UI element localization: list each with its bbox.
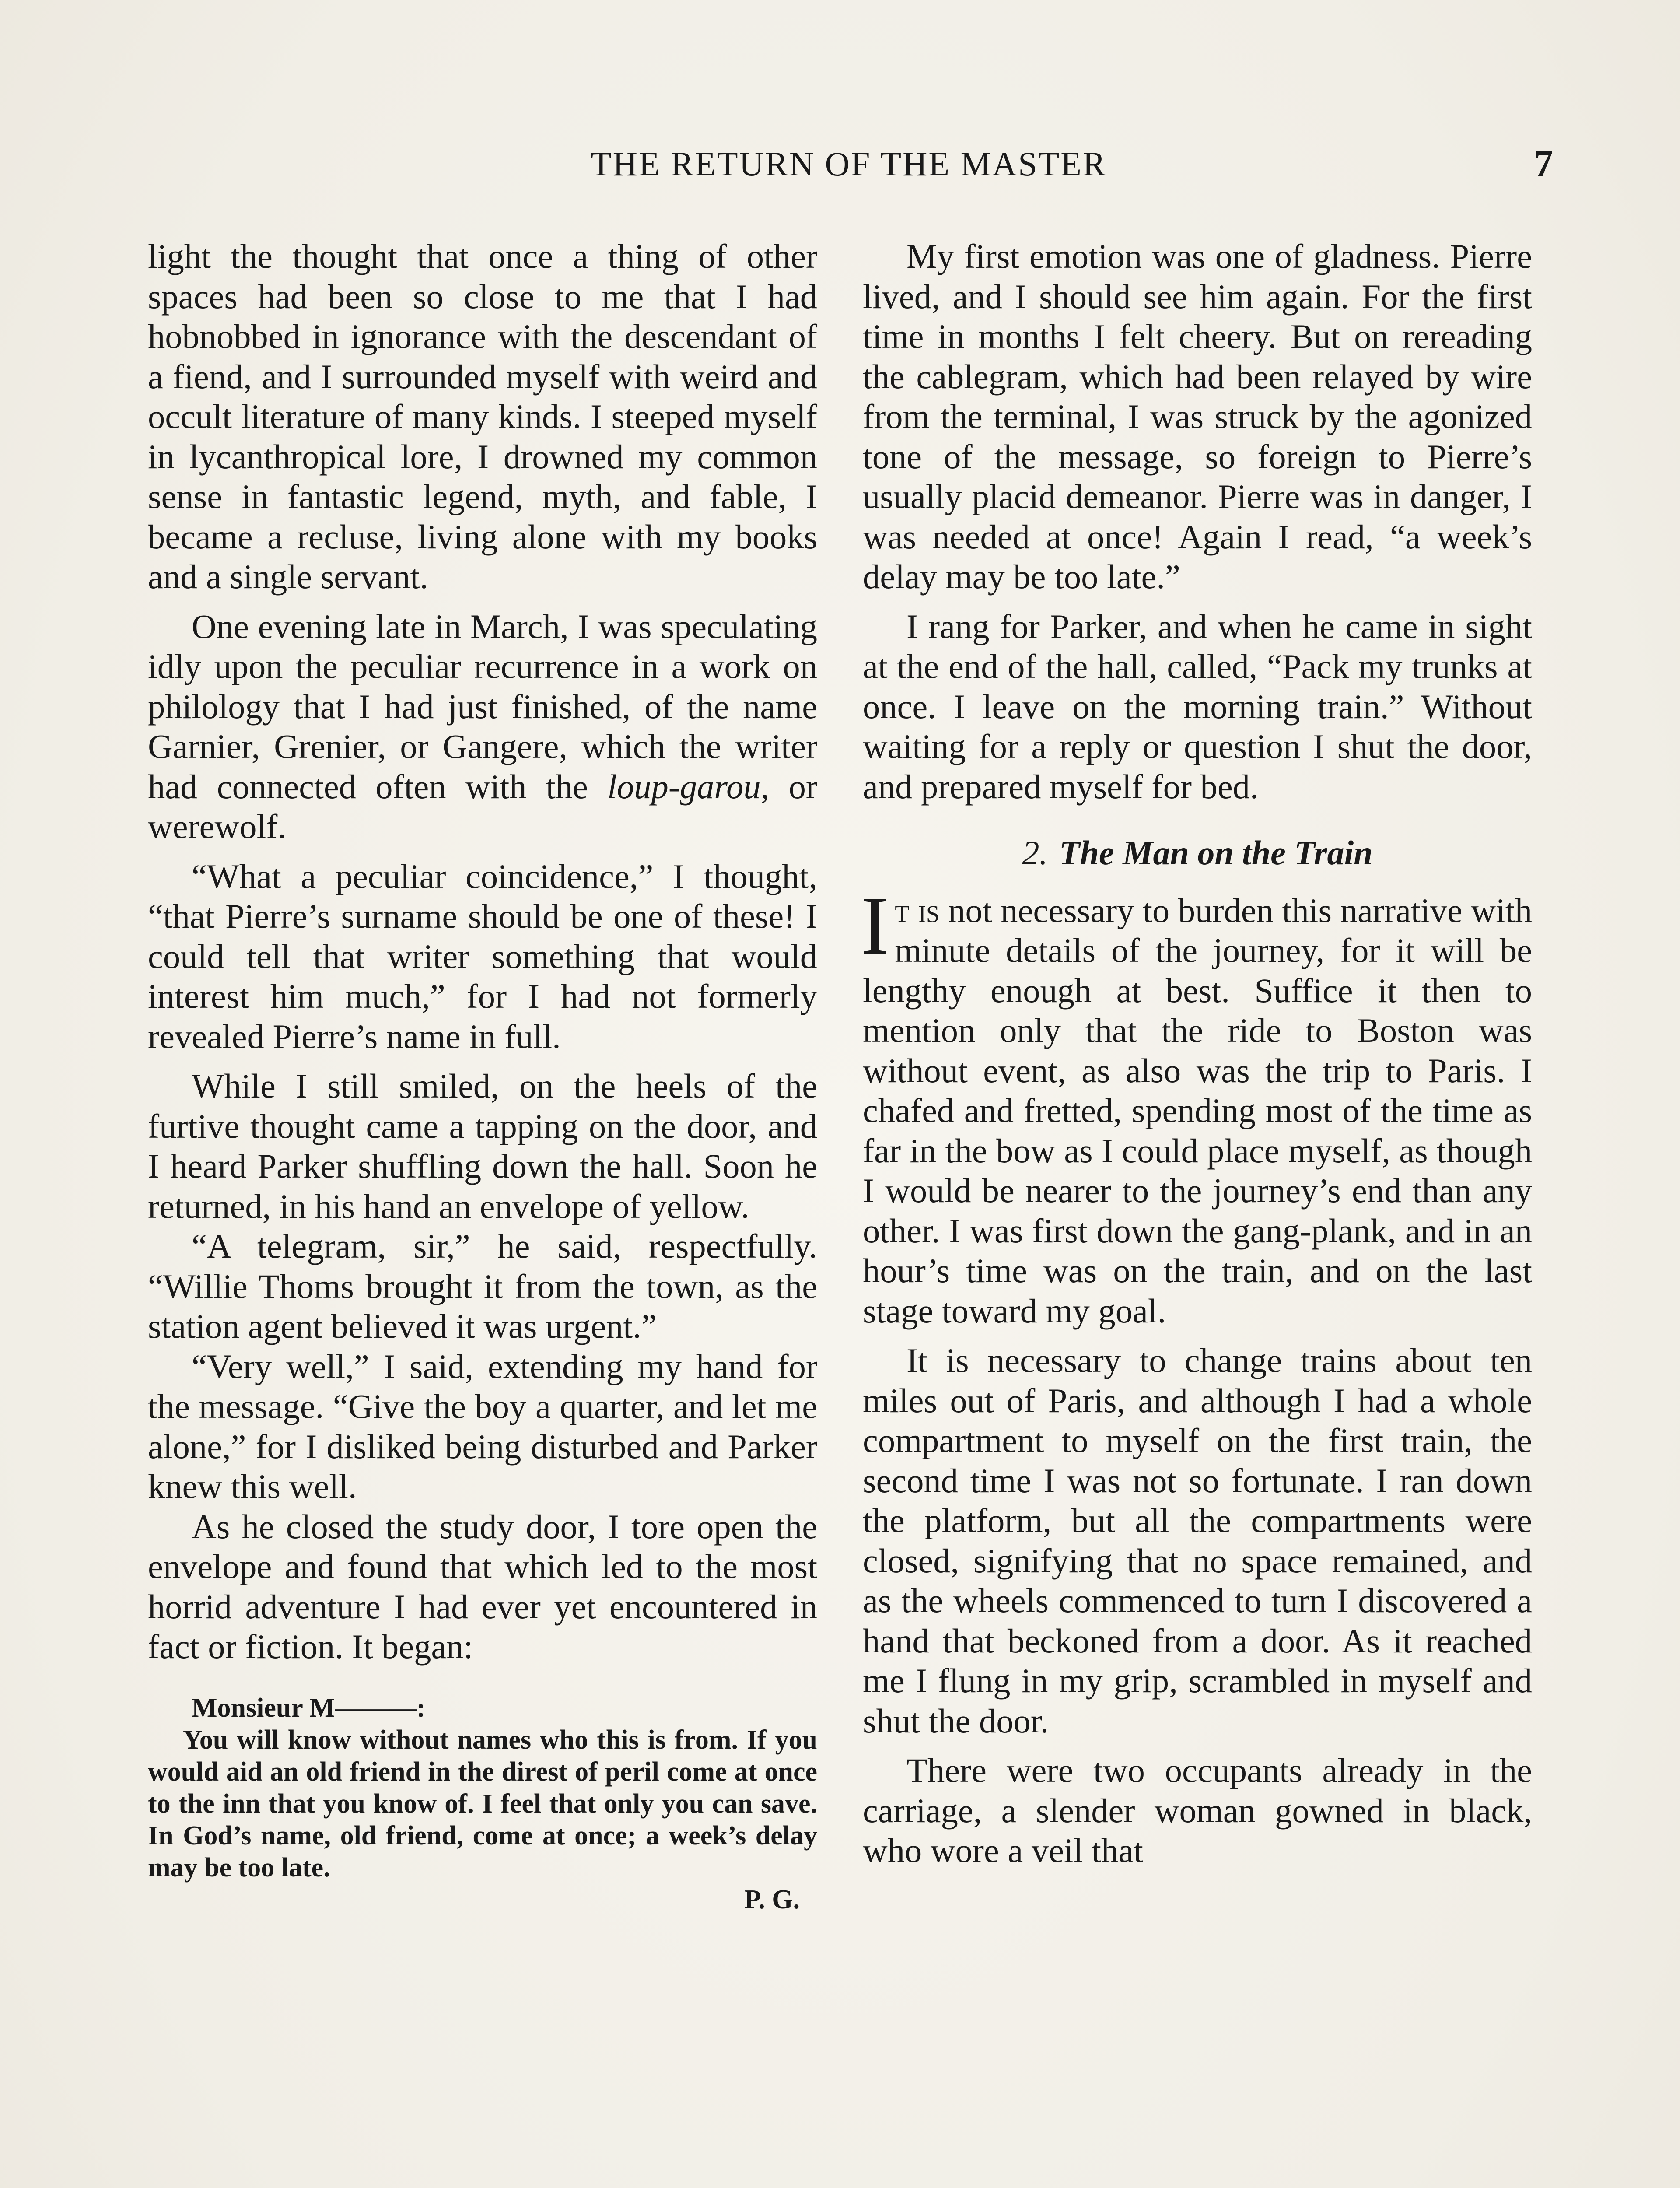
paragraph: “A telegram, sir,” he said, respectfully. “Willie Thoms brought it from the town, as the station agent believed it was urgent.” (148, 1227, 817, 1345)
telegram-letter (148, 1692, 817, 1916)
paragraph: “What a peculiar coincidence,” I thought, “that Pierre’s surname should be one of these! I could tell that writer something that would interest him much,” for I had not formerly revealed Pierre’s name in full. (148, 857, 817, 1055)
paragraph (148, 607, 817, 847)
paragraph (861, 880, 1532, 1331)
paragraph: There were two occupants already in the carriage, a slender woman gowned in black, who wore a veil that (863, 1751, 1532, 1869)
letter-signature: P. G. (744, 1884, 800, 1914)
running-title: THE RETURN OF THE MASTER (591, 145, 1107, 183)
letter-salutation: Monsieur M———: (192, 1693, 426, 1723)
paragraph: “Very well,” I said, extending my hand for the message. “Give the boy a quarter, and let me alone,” for I disliked being disturbed and Parker knew this well. (148, 1347, 817, 1505)
paragraph: It is necessary to change trains about ten miles out of Paris, and although I had a whole compartment to myself on the first train, the second time I was not so fortunate. I ran down the platform, but all the compartments were closed, signifying that no space remained, and as the wheels commenced to turn I discovered a hand that beckoned from a door. As it reached me I flung in my grip, scrambled in myself and shut the door. (863, 1341, 1532, 1740)
paragraph: As he closed the study door, I tore open the envelope and found that which led to the most horrid adventure I had ever yet encountered in fact or fiction. It began: (148, 1507, 817, 1666)
section-title: The Man on the Train (1059, 834, 1373, 872)
section-heading (863, 833, 1532, 873)
small-caps-lead: t is (895, 891, 940, 929)
section-number: 2. (1022, 834, 1048, 872)
running-head (144, 144, 1553, 197)
letter-body: You will know without names who this is from. If you would aid an old friend in the direst of peril come at once to the inn that you know of. I feel that only you can save. In God’s name, old friend, come at once; a week’s delay may be too late. (148, 1725, 817, 1883)
italic-phrase: loup-garou, (607, 767, 770, 806)
paragraph-tail: or werewolf. (148, 767, 817, 845)
paragraph: I rang for Parker, and when he came in sight at the end of the hall, called, “Pack my trunks at once. I leave on the morning train.” Without waiting for a reply or question I shut the door, and prepared myself for bed. (863, 607, 1532, 806)
paragraph: My first emotion was one of gladness. Pierre lived, and I should see him again. For the first time in months I felt cheery. But on rereading the cablegram, which had been relayed by wire from the terminal, I was struck by the agonized tone of the message, so foreign to Pierre’s usually placid demeanor. Pierre was in danger, I was needed at once! Again I read, “a week’s delay may be too late.” (863, 237, 1532, 596)
drop-cap: I (861, 880, 889, 972)
paragraph: While I still smiled, on the heels of the furtive thought came a tapping on the door, and I heard Parker shuffling down the hall. Soon he returned, in his hand an envelope of yellow. (148, 1067, 817, 1225)
right-column (863, 236, 1532, 1871)
left-column (148, 236, 817, 1916)
page-number: 7 (1534, 143, 1553, 185)
paragraph-text: not necessary to burden this narrative with minute details of the journey, for it will be lengthy enough at best. Suffice it then to mention only that the ride to Boston was without event, as also was the trip to Paris. I chafed and fretted, spending most of the time as far in the bow as I could place myself, as though I would be nearer to the journey’s end than any other. I was first down the gang-plank, and in an hour’s time was on the train, and on the last stage toward my goal. (863, 891, 1532, 1330)
paragraph-text: One evening late in March, I was speculating idly upon the peculiar recurrence in a work on philology that I had just finished, of the name Garnier, Grenier, or Gangere, which the writer had connected often with the (148, 607, 817, 806)
paragraph: light the thought that once a thing of other spaces had been so close to me that I had hobnobbed in ignorance with the descendant of a fiend, and I surrounded myself with weird and occult literature of many kinds. I steeped myself in lycanthropical lore, I drowned my common sense in fantastic legend, myth, and fable, I became a recluse, living alone with my books and a single servant. (148, 237, 817, 596)
